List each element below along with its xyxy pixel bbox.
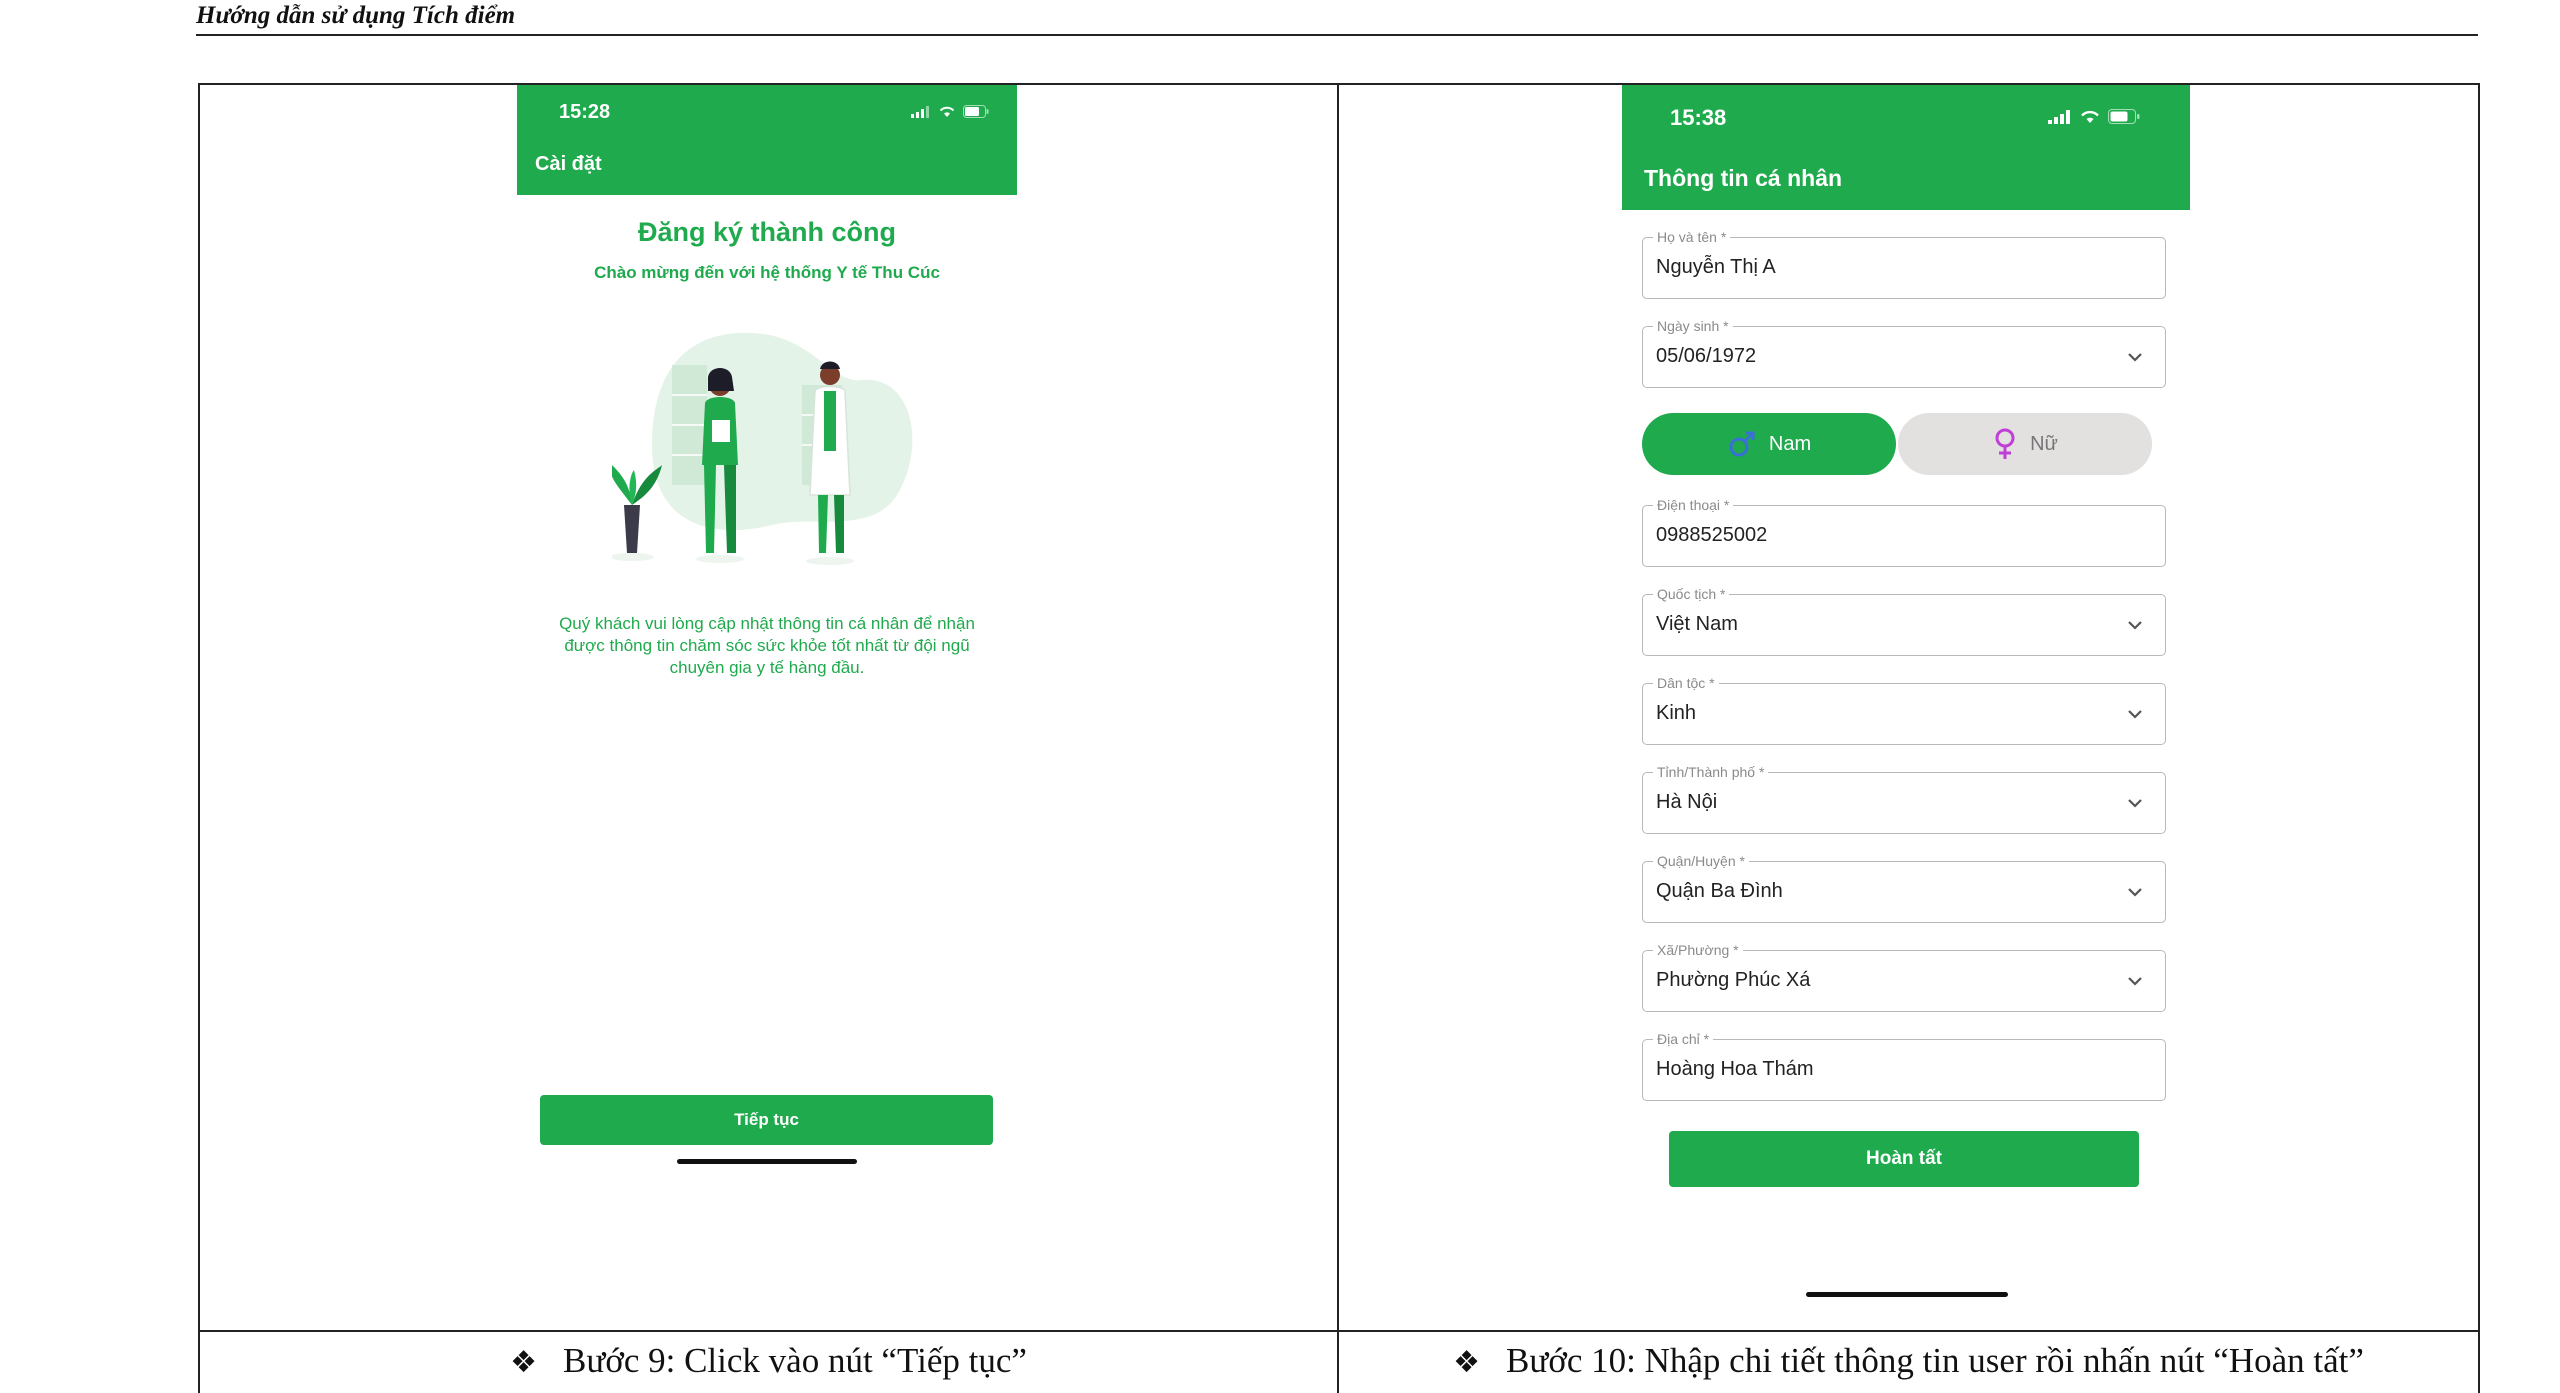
full-name-field[interactable]: [1642, 229, 2166, 299]
ward-select[interactable]: [1642, 942, 2166, 1012]
caption-bullet: ❖: [1453, 1345, 1481, 1380]
field-value: Quận Ba Đình: [1656, 880, 1783, 902]
field-label: Ngày sinh *: [1653, 317, 1733, 335]
chevron-down-icon: [2127, 619, 2143, 631]
ethnicity-select[interactable]: [1642, 675, 2166, 745]
field-value: Kinh: [1656, 702, 1697, 724]
field-value: 0988525002: [1656, 524, 1768, 546]
update-info-message: Quý khách vui lòng cập nhật thông tin cá nhân để nhận được thông tin chăm sóc sức khỏe tốt nhất từ đội ngũ chuyên gia y tế hàng đầu.: [559, 614, 975, 677]
finish-button[interactable]: Hoàn tất: [1669, 1131, 2139, 1187]
phone-number-field[interactable]: [1642, 497, 2166, 567]
welcome-subheading: Chào mừng đến với hệ thống Y tế Thu Cúc: [594, 263, 940, 282]
field-value: Nguyễn Thị A: [1656, 256, 1776, 278]
signal-icon: [2048, 110, 2072, 124]
gender-female-button[interactable]: [1898, 413, 2152, 475]
doctors-illustration: [612, 325, 922, 565]
gender-male-label: Nam: [1768, 432, 1812, 455]
field-label: Quốc tịch *: [1653, 585, 1729, 603]
success-heading: Đăng ký thành công: [637, 217, 897, 247]
field-value: Hoàng Hoa Thám: [1656, 1058, 1814, 1080]
step-9-caption: [200, 1335, 1337, 1387]
app-header-title: Thông tin cá nhân: [1644, 165, 1843, 191]
address-field[interactable]: [1642, 1031, 2166, 1101]
battery-icon: [963, 105, 989, 118]
birth-date-select[interactable]: [1642, 318, 2166, 388]
status-time: 15:28: [559, 101, 611, 123]
signal-icon: [911, 106, 931, 118]
app-header: [517, 85, 1017, 195]
district-select[interactable]: [1642, 853, 2166, 923]
status-icons: [2048, 109, 2140, 124]
app-header-title: Cài đặt: [535, 153, 602, 175]
step-10-caption: [1339, 1335, 2478, 1387]
phone-screenshot-registration-success: [517, 85, 1017, 1285]
status-time: 15:38: [1670, 105, 1727, 130]
wifi-icon: [939, 106, 955, 118]
field-label: Xã/Phường *: [1653, 941, 1743, 959]
chevron-down-icon: [2127, 797, 2143, 809]
field-label: Họ và tên *: [1653, 228, 1730, 246]
chevron-down-icon: [2127, 351, 2143, 363]
column-divider: [1337, 85, 1339, 1393]
nationality-select[interactable]: [1642, 586, 2166, 656]
field-value: Phường Phúc Xá: [1656, 969, 1811, 991]
chevron-down-icon: [2127, 886, 2143, 898]
document-table: [198, 83, 2480, 1393]
gender-male-button[interactable]: [1642, 413, 1896, 475]
app-header: [1622, 85, 2190, 210]
caption-bullet: ❖: [510, 1345, 537, 1380]
province-select[interactable]: [1642, 764, 2166, 834]
status-icons: [911, 105, 989, 118]
caption-text: Bước 9: Click vào nút “Tiếp tục”: [563, 1341, 1027, 1380]
home-indicator: [677, 1159, 857, 1164]
female-symbol-icon: [1992, 427, 2018, 461]
chevron-down-icon: [2127, 975, 2143, 987]
field-value: Việt Nam: [1656, 613, 1738, 635]
battery-icon: [2108, 109, 2140, 124]
wifi-icon: [2080, 110, 2100, 124]
home-indicator: [1806, 1292, 2008, 1297]
document-header: [196, 0, 2478, 36]
field-label: Điện thoại *: [1653, 496, 1733, 514]
row-divider: [200, 1330, 2478, 1332]
chevron-down-icon: [2127, 708, 2143, 720]
continue-button[interactable]: Tiếp tục: [540, 1095, 993, 1145]
gender-toggle: [1642, 413, 2152, 475]
field-value: Hà Nội: [1656, 791, 1718, 813]
field-label: Quận/Huyện *: [1653, 852, 1749, 870]
gender-female-label: Nữ: [2030, 432, 2058, 455]
field-label: Địa chỉ *: [1653, 1030, 1713, 1048]
male-symbol-icon: [1727, 429, 1757, 459]
document-header-title: Hướng dẫn sử dụng Tích điểm: [196, 2, 516, 29]
field-label: Tỉnh/Thành phố *: [1653, 763, 1768, 781]
caption-text: Bước 10: Nhập chi tiết thông tin user rồi nhấn nút “Hoàn tất”: [1506, 1341, 2364, 1380]
field-label: Dân tộc *: [1653, 674, 1719, 692]
field-value: 05/06/1972: [1656, 345, 1757, 367]
phone-screenshot-personal-info: [1622, 85, 2190, 1325]
